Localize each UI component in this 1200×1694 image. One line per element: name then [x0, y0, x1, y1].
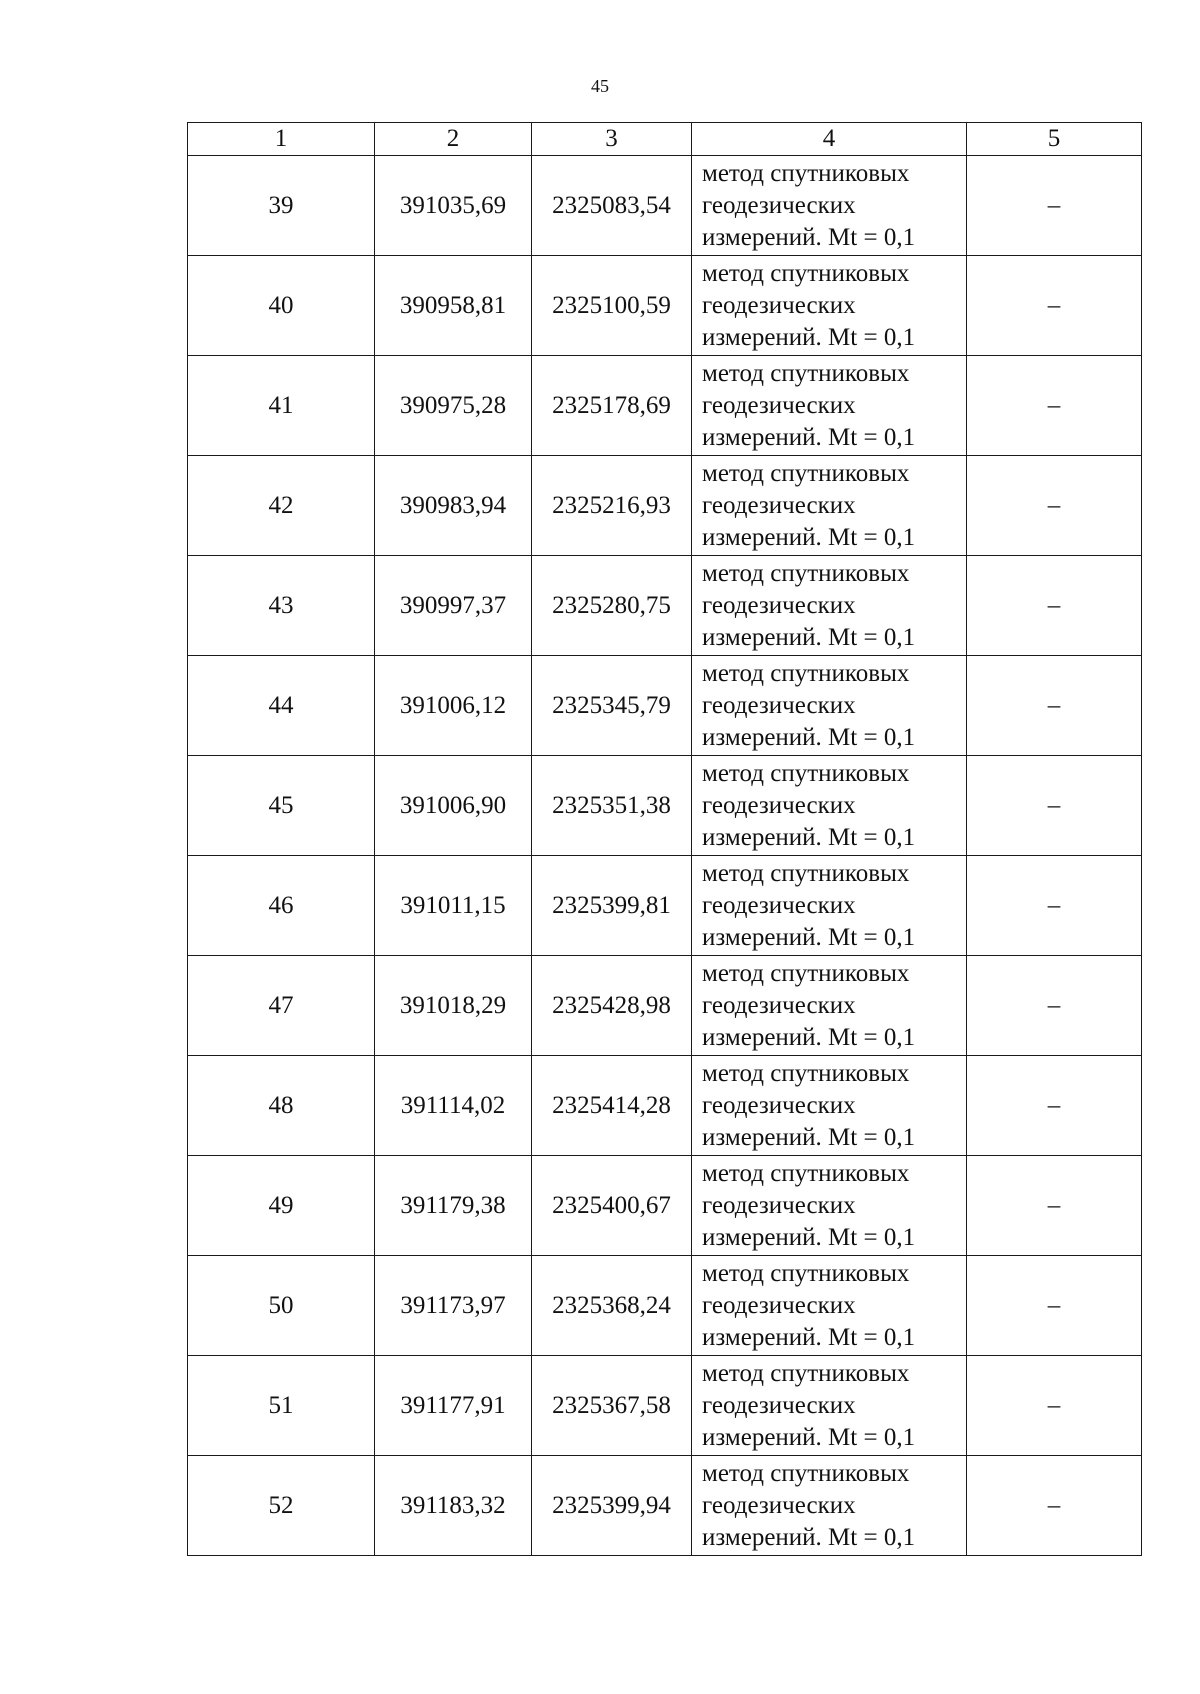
method-line: геодезических	[702, 1291, 856, 1319]
x-coordinate-cell: 391006,90	[375, 756, 532, 856]
y-coordinate-cell: 2325345,79	[532, 656, 692, 756]
y-coordinate-cell: 2325351,38	[532, 756, 692, 856]
method-line: измерений. Mt = 0,1	[702, 223, 916, 251]
method-line: метод спутниковых	[702, 1459, 910, 1487]
y-coordinate-cell: 2325428,98	[532, 956, 692, 1056]
method-line: измерений. Mt = 0,1	[702, 1023, 916, 1051]
note-cell: –	[967, 956, 1142, 1056]
method-line: метод спутниковых	[702, 959, 910, 987]
note-cell: –	[967, 756, 1142, 856]
note-cell: –	[967, 556, 1142, 656]
note-cell: –	[967, 456, 1142, 556]
coordinates-table	[187, 122, 1142, 1556]
method-line: геодезических	[702, 291, 856, 319]
method-line: метод спутниковых	[702, 859, 910, 887]
method-cell	[692, 656, 967, 756]
point-number-cell: 46	[188, 856, 375, 956]
point-number-cell: 41	[188, 356, 375, 456]
method-cell	[692, 1156, 967, 1256]
y-coordinate-cell: 2325280,75	[532, 556, 692, 656]
x-coordinate-cell: 391035,69	[375, 156, 532, 256]
method-line: геодезических	[702, 1491, 856, 1519]
method-line: метод спутниковых	[702, 1359, 910, 1387]
method-line: геодезических	[702, 691, 856, 719]
method-line: геодезических	[702, 1391, 856, 1419]
note-cell: –	[967, 656, 1142, 756]
method-line: измерений. Mt = 0,1	[702, 323, 916, 351]
x-coordinate-cell: 391006,12	[375, 656, 532, 756]
y-coordinate-cell: 2325367,58	[532, 1356, 692, 1456]
method-cell	[692, 956, 967, 1056]
x-coordinate-cell: 390975,28	[375, 356, 532, 456]
method-cell	[692, 256, 967, 356]
method-line: геодезических	[702, 1191, 856, 1219]
method-cell	[692, 556, 967, 656]
y-coordinate-cell: 2325414,28	[532, 1056, 692, 1156]
method-cell	[692, 1256, 967, 1356]
point-number-cell: 52	[188, 1456, 375, 1556]
method-line: измерений. Mt = 0,1	[702, 623, 916, 651]
point-number-cell: 45	[188, 756, 375, 856]
method-line: метод спутниковых	[702, 659, 910, 687]
table-row	[188, 556, 1142, 656]
method-line: измерений. Mt = 0,1	[702, 1323, 916, 1351]
header-cell-5: 5	[967, 123, 1142, 156]
method-line: метод спутниковых	[702, 759, 910, 787]
header-cell-4: 4	[692, 123, 967, 156]
point-number-cell: 40	[188, 256, 375, 356]
point-number-cell: 50	[188, 1256, 375, 1356]
method-line: геодезических	[702, 391, 856, 419]
point-number-cell: 47	[188, 956, 375, 1056]
method-line: геодезических	[702, 591, 856, 619]
y-coordinate-cell: 2325399,81	[532, 856, 692, 956]
note-cell: –	[967, 856, 1142, 956]
method-cell	[692, 156, 967, 256]
y-coordinate-cell: 2325216,93	[532, 456, 692, 556]
method-line: измерений. Mt = 0,1	[702, 1523, 916, 1551]
table-row	[188, 156, 1142, 256]
method-line: метод спутниковых	[702, 159, 910, 187]
method-line: геодезических	[702, 891, 856, 919]
table-row	[188, 1256, 1142, 1356]
header-cell-1: 1	[188, 123, 375, 156]
table-row	[188, 356, 1142, 456]
table-row	[188, 1356, 1142, 1456]
header-cell-3: 3	[532, 123, 692, 156]
note-cell: –	[967, 1056, 1142, 1156]
point-number-cell: 43	[188, 556, 375, 656]
table-row	[188, 1156, 1142, 1256]
method-cell	[692, 1356, 967, 1456]
method-cell	[692, 856, 967, 956]
method-line: метод спутниковых	[702, 459, 910, 487]
note-cell: –	[967, 1356, 1142, 1456]
method-line: метод спутниковых	[702, 1159, 910, 1187]
x-coordinate-cell: 390958,81	[375, 256, 532, 356]
method-cell	[692, 1456, 967, 1556]
point-number-cell: 48	[188, 1056, 375, 1156]
method-line: метод спутниковых	[702, 559, 910, 587]
note-cell: –	[967, 356, 1142, 456]
header-cell-2: 2	[375, 123, 532, 156]
note-cell: –	[967, 1256, 1142, 1356]
method-cell	[692, 756, 967, 856]
method-line: измерений. Mt = 0,1	[702, 1223, 916, 1251]
y-coordinate-cell: 2325100,59	[532, 256, 692, 356]
method-line: измерений. Mt = 0,1	[702, 1423, 916, 1451]
table-row	[188, 1056, 1142, 1156]
note-cell: –	[967, 156, 1142, 256]
method-line: измерений. Mt = 0,1	[702, 1123, 916, 1151]
point-number-cell: 51	[188, 1356, 375, 1456]
x-coordinate-cell: 391173,97	[375, 1256, 532, 1356]
method-line: измерений. Mt = 0,1	[702, 423, 916, 451]
x-coordinate-cell: 391114,02	[375, 1056, 532, 1156]
note-cell: –	[967, 256, 1142, 356]
table-row	[188, 756, 1142, 856]
method-line: геодезических	[702, 791, 856, 819]
method-line: метод спутниковых	[702, 259, 910, 287]
x-coordinate-cell: 391177,91	[375, 1356, 532, 1456]
method-line: измерений. Mt = 0,1	[702, 723, 916, 751]
point-number-cell: 39	[188, 156, 375, 256]
table-row	[188, 256, 1142, 356]
y-coordinate-cell: 2325399,94	[532, 1456, 692, 1556]
x-coordinate-cell: 391183,32	[375, 1456, 532, 1556]
method-line: измерений. Mt = 0,1	[702, 923, 916, 951]
method-line: геодезических	[702, 1091, 856, 1119]
method-line: геодезических	[702, 991, 856, 1019]
method-line: метод спутниковых	[702, 1259, 910, 1287]
method-line: измерений. Mt = 0,1	[702, 523, 916, 551]
table-row	[188, 456, 1142, 556]
method-line: геодезических	[702, 491, 856, 519]
note-cell: –	[967, 1156, 1142, 1256]
table-row	[188, 956, 1142, 1056]
method-cell	[692, 1056, 967, 1156]
x-coordinate-cell: 390983,94	[375, 456, 532, 556]
table-row	[188, 856, 1142, 956]
x-coordinate-cell: 391018,29	[375, 956, 532, 1056]
x-coordinate-cell: 391011,15	[375, 856, 532, 956]
point-number-cell: 44	[188, 656, 375, 756]
method-line: измерений. Mt = 0,1	[702, 823, 916, 851]
note-cell: –	[967, 1456, 1142, 1556]
method-cell	[692, 356, 967, 456]
point-number-cell: 42	[188, 456, 375, 556]
table-header-row	[188, 123, 1142, 156]
x-coordinate-cell: 391179,38	[375, 1156, 532, 1256]
y-coordinate-cell: 2325368,24	[532, 1256, 692, 1356]
y-coordinate-cell: 2325083,54	[532, 156, 692, 256]
x-coordinate-cell: 390997,37	[375, 556, 532, 656]
y-coordinate-cell: 2325178,69	[532, 356, 692, 456]
y-coordinate-cell: 2325400,67	[532, 1156, 692, 1256]
table-row	[188, 656, 1142, 756]
method-line: метод спутниковых	[702, 359, 910, 387]
point-number-cell: 49	[188, 1156, 375, 1256]
page-number: 45	[591, 76, 609, 96]
table-row	[188, 1456, 1142, 1556]
method-line: геодезических	[702, 191, 856, 219]
method-cell	[692, 456, 967, 556]
method-line: метод спутниковых	[702, 1059, 910, 1087]
